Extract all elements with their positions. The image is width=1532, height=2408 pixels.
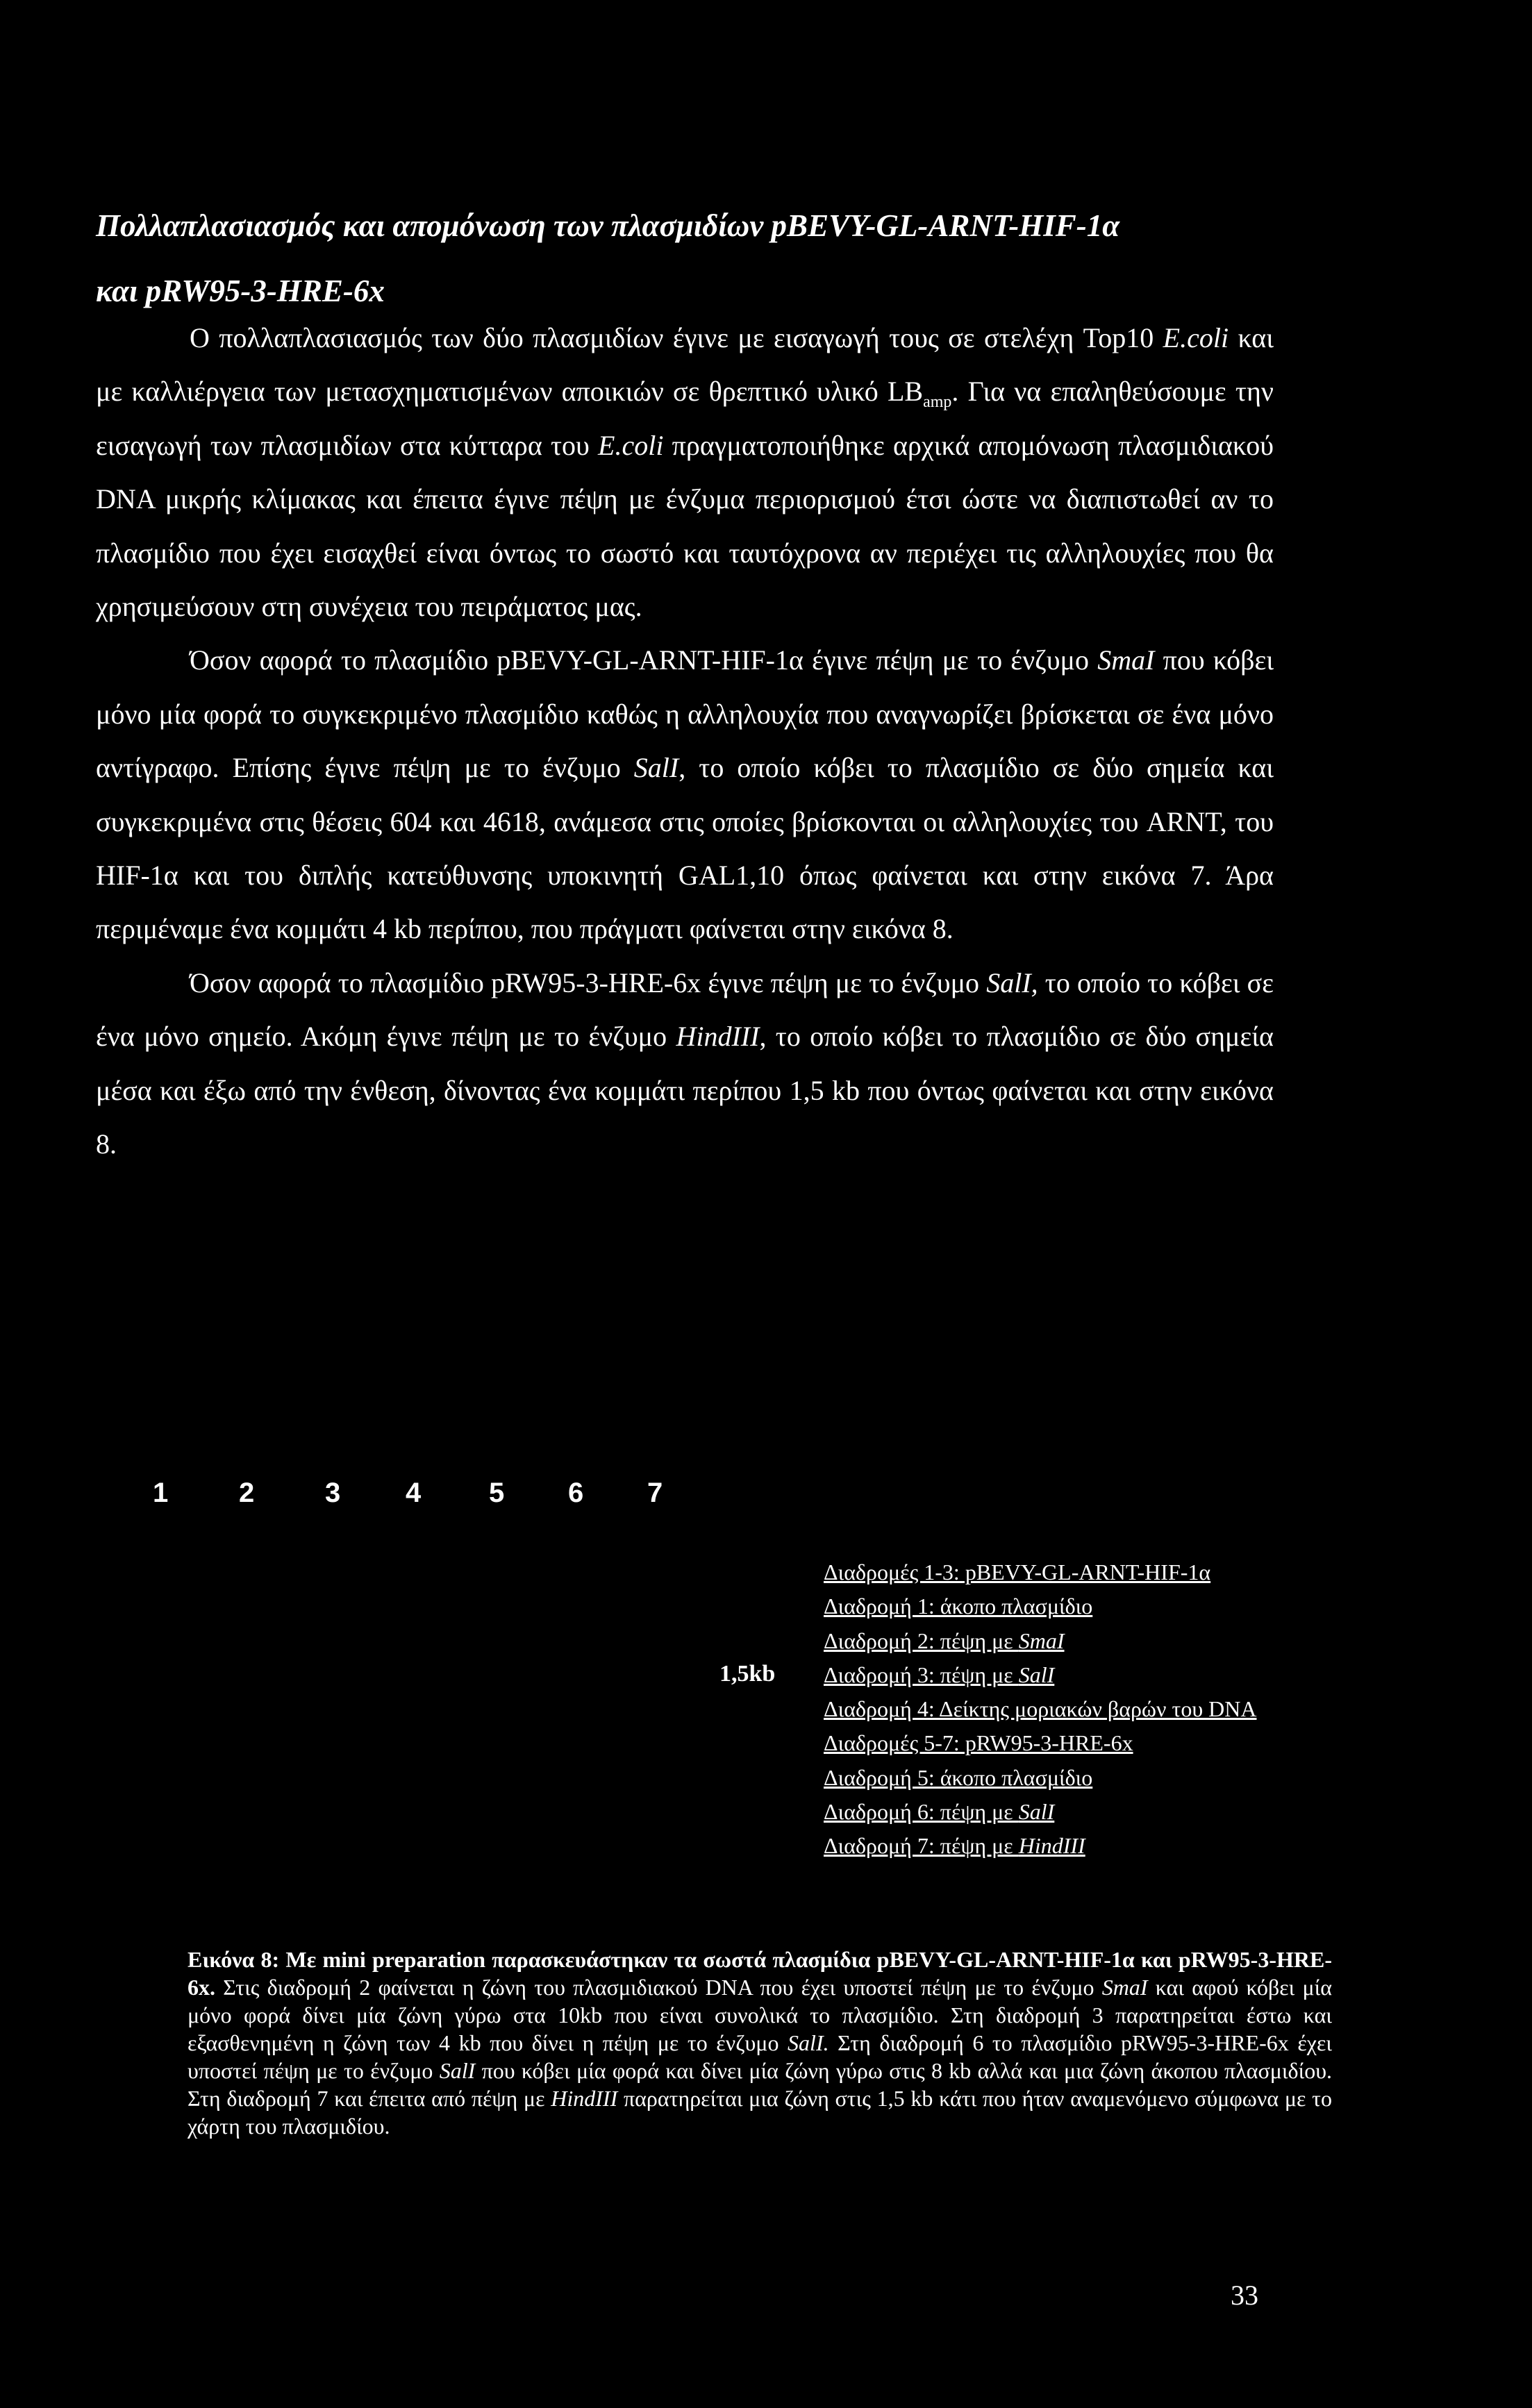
heading-line-2: και pRW95-3-HRE-6x — [96, 274, 385, 308]
body-text — [96, 311, 1274, 1171]
legend-line-9 — [824, 1829, 1449, 1863]
caption-enzyme-4: HindIII — [551, 2086, 618, 2111]
figure-caption — [188, 1946, 1332, 2140]
legend-line-6: Διαδρομές 5-7: pRW95-3-HRE-6x — [824, 1730, 1133, 1756]
paragraph-2 — [96, 633, 1274, 955]
lane-label-6: 6 — [568, 1478, 584, 1508]
legend-line-5: Διαδρομή 4: Δείκτης μοριακών βαρών του DNA — [824, 1696, 1257, 1722]
para1-species-1: E.coli — [1163, 322, 1229, 353]
para2-text-2: που κόβει μόνο μία φορά το συγκεκριμένο πλασμίδιο καθώς η αλληλουχία που αναγνωρίζει βρίσκεται σε ένα μόνο αντίγραφο. Επίσης έγινε πέψη με το ένζυμο — [96, 644, 1274, 784]
heading-line-1: Πολλαπλασιασμός και απομόνωση των πλασμιδίων pBEVY-GL-ARNT-HIF-1α — [96, 208, 1120, 243]
page-number: 33 — [1231, 2280, 1258, 2311]
caption-title: Εικόνα 8: Με mini preparation παρασκευάστηκαν τα σωστά πλασμίδια pBEVY-GL-ARNT-HIF-1α και pRW95-3-HRE-6x. — [188, 1947, 1332, 2000]
caption-text-5: παρατηρείται μια ζώνη στις 1,5 kb κάτι που ήταν αναμενόμενο σύμφωνα με το χάρτη του πλασμιδίου. — [188, 2086, 1333, 2139]
para3-enzyme-1: SalI, — [986, 967, 1038, 998]
para2-enzyme-1: SmaI — [1097, 644, 1155, 676]
legend-line-8 — [824, 1795, 1449, 1829]
legend-line-9-enzyme: HindIII — [1018, 1833, 1085, 1859]
para1-text-4: πραγματοποιήθηκε αρχικά απομόνωση πλασμιδιακού DNA μικρής κλίμακας και έπειτα έγινε πέψη με ένζυμα περιορισμού έτσι ώστε να διαπιστωθεί αν το πλασμίδιο που έχει εισαχθεί είναι όντως το σωστό και ταυτόχρονα αν περιέχει τις αλληλουχίες που θα χρησιμεύσουν στη συνέχεια του πειράματος μας. — [96, 429, 1274, 623]
figure-legend — [824, 1555, 1449, 1864]
lane-label-2: 2 — [239, 1478, 255, 1508]
para2-enzyme-2: SalI — [633, 752, 679, 784]
caption-text-1: Στις διαδρομή 2 φαίνεται η ζώνη του πλασμιδιακού DNA που έχει υποστεί πέψη με το ένζυμο — [223, 1975, 1094, 2000]
legend-line-4-enzyme: SalI — [1018, 1662, 1055, 1687]
caption-text-4: που κόβει μία φορά και δίνει μία ζώνη γύρω στις 8 kb αλλά και μια ζώνη άκοπου πλασμιδίου. Στη διαδρομή 7 και έπειτα από πέψη με — [188, 2058, 1333, 2111]
section-heading — [96, 193, 1450, 324]
para3-text-1: Όσον αφορά το πλασμίδιο pRW95-3-HRE-6x έγινε πέψη με το ένζυμο — [190, 967, 980, 998]
lane-label-4: 4 — [406, 1478, 422, 1508]
para3-text-3: , το οποίο κόβει το πλασμίδιο σε δύο σημεία μέσα και έξω από την ένθεση, δίνοντας ένα κομμάτι περίπου 1,5 kb που όντως φαίνεται και στην εικόνα 8. — [96, 1021, 1274, 1160]
caption-enzyme-2: SalI. — [788, 2030, 829, 2055]
lane-label-3: 3 — [325, 1478, 341, 1508]
para1-species-2: E.coli — [598, 429, 664, 461]
caption-enzyme-3: SalI — [439, 2058, 476, 2083]
gel-lane-numbers — [153, 1478, 681, 1519]
legend-line-4 — [824, 1658, 1449, 1692]
caption-text-2: και αφού κόβει μία μόνο φορά δίνει μία ζώνη γύρω στα 10kb που είναι συνολικά το πλασμίδιο. Στη διαδρομή 3 παρατηρείται έστω και εξασθενημένη η ζώνη των 4 kb που δίνει η πέψη με το ένζυμο — [188, 1975, 1333, 2055]
legend-line-8-text: Διαδρομή 6: πέψη με — [824, 1799, 1019, 1825]
legend-line-1: Διαδρομές 1-3: pBEVY-GL-ARNT-HIF-1α — [824, 1560, 1211, 1585]
para2-text-1: Όσον αφορά το πλασμίδιο pBEVY-GL-ARNT-HIF-1α έγινε πέψη με το ένζυμο — [190, 644, 1089, 676]
para1-text-2: και με καλλιέργεια των μετασχηματισμένων αποικιών σε θρεπτικό υλικό LB — [96, 322, 1274, 408]
para1-text-1: Ο πολλαπλασιασμός των δύο πλασμιδίων έγινε με εισαγωγή τους σε στελέχη Top10 — [190, 322, 1154, 353]
para3-enzyme-2: HindIII — [676, 1021, 760, 1053]
paragraph-3 — [96, 956, 1274, 1171]
para1-text-3: . Για να επαληθεύσουμε την εισαγωγή των πλασμιδίων στα κύτταρα του — [96, 376, 1274, 461]
lane-label-1: 1 — [153, 1478, 169, 1508]
legend-line-3-enzyme: SmaI — [1018, 1628, 1065, 1653]
para1-subscript: amp — [923, 393, 952, 412]
caption-enzyme-1: SmaI — [1101, 1975, 1148, 2000]
legend-line-8-enzyme: SalI — [1018, 1799, 1055, 1825]
lane-label-7: 7 — [647, 1478, 663, 1508]
legend-line-4-text: Διαδρομή 3: πέψη με — [824, 1662, 1019, 1687]
para3-text-2: το οποίο το κόβει σε ένα μόνο σημείο. Ακόμη έγινε πέψη με το ένζυμο — [96, 967, 1274, 1053]
legend-line-3 — [824, 1624, 1449, 1658]
lane-label-5: 5 — [489, 1478, 505, 1508]
gel-size-marker-label: 1,5kb — [719, 1661, 776, 1687]
legend-line-2: Διαδρομή 1: άκοπο πλασμίδιο — [824, 1594, 1093, 1619]
legend-line-9-text: Διαδρομή 7: πέψη με — [824, 1833, 1019, 1859]
legend-line-3-text: Διαδρομή 2: πέψη με — [824, 1628, 1019, 1653]
paragraph-1 — [96, 311, 1274, 633]
caption-text-3: Στη διαδρομή 6 το πλασμίδιο pRW95-3-HRE-6x έχει υποστεί πέψη με το ένζυμο — [188, 2030, 1333, 2083]
para2-text-3: , το οποίο κόβει το πλασμίδιο σε δύο σημεία και συγκεκριμένα στις θέσεις 604 και 4618, ανάμεσα στις οποίες βρίσκονται οι αλληλουχίες του ARNT, του HIF-1α και του διπλής κατεύθυνσης υποκινητή GAL1,10 όπως φαίνεται και στην εικόνα 7. Άρα περιμέναμε ένα κομμάτι 4 kb περίπου, που πράγματι φαίνεται στην εικόνα 8. — [96, 752, 1274, 945]
legend-line-7: Διαδρομή 5: άκοπο πλασμίδιο — [824, 1764, 1093, 1790]
